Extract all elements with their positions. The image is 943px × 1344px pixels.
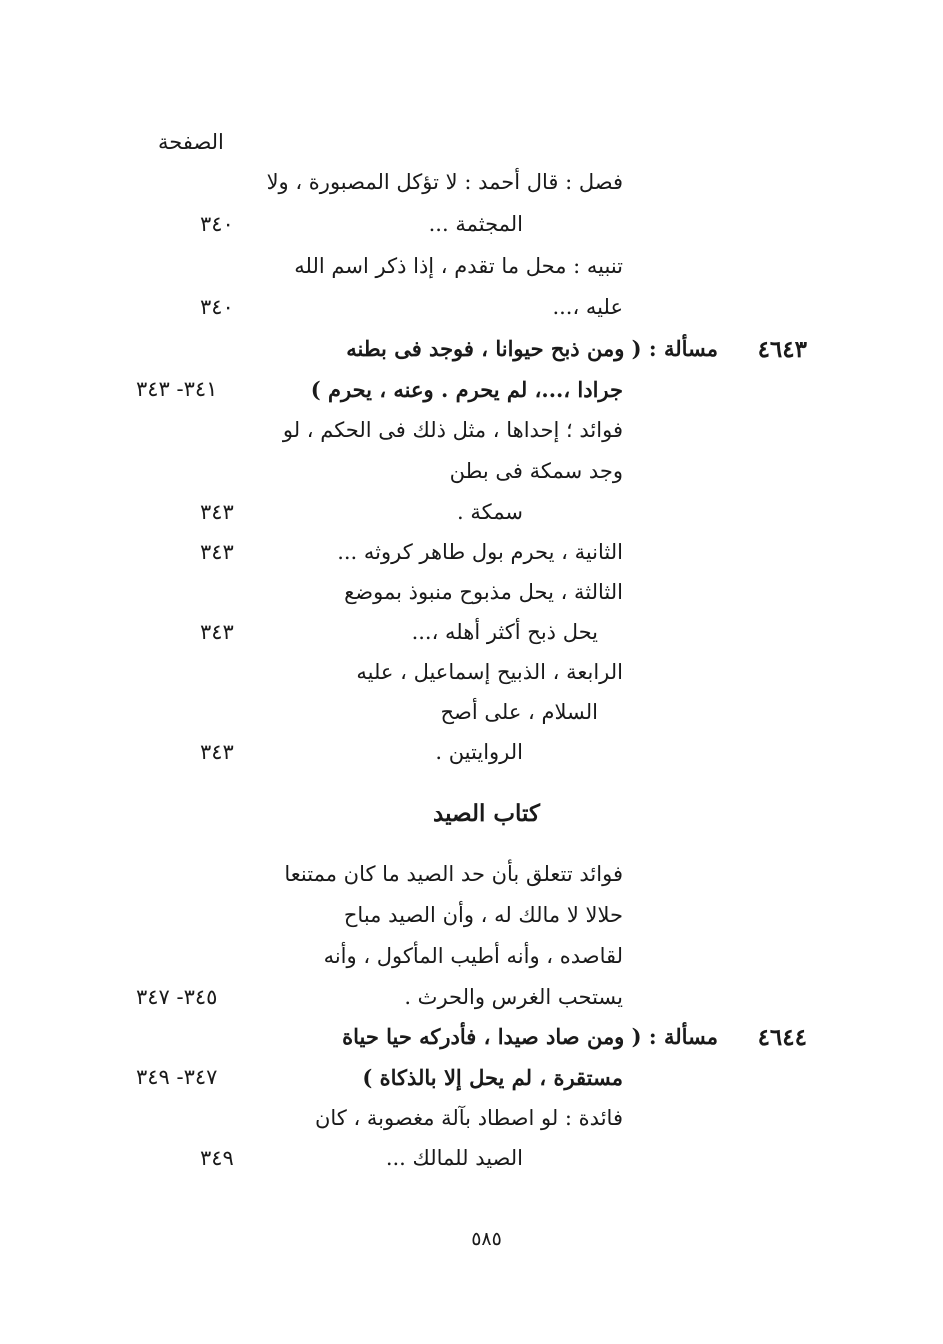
entry-text: وجد سمكة فى بطن (449, 459, 623, 483)
index-line (0, 459, 943, 499)
index-line (0, 944, 943, 984)
index-line (0, 862, 943, 902)
index-line (0, 1106, 943, 1146)
index-line (0, 500, 943, 540)
entry-text: عليه ،... (552, 295, 623, 319)
index-line (0, 1024, 943, 1064)
entry-text: تنبيه : محل ما تقدم ، إذا ذكر اسم الله (294, 254, 623, 278)
page-ref: ٣٤٥- ٣٤٧ (136, 985, 218, 1009)
entry-text: فوائد ؛ إحداها ، مثل ذلك فى الحكم ، لو (282, 418, 623, 442)
entry-text: الثانية ، يحرم بول طاهر كروثه ... (337, 540, 623, 564)
entry-text: فوائد تتعلق بأن حد الصيد ما كان ممتنعا (284, 862, 623, 886)
entry-text: المجثمة ... (428, 212, 523, 236)
entry-text: لقاصده ، وأنه أطيب المأكول ، وأنه (323, 944, 623, 968)
page-ref: ٣٤١- ٣٤٣ (136, 377, 218, 401)
page-ref: ٣٤٣ (200, 740, 234, 764)
entry-text: السلام ، على أصح (440, 700, 598, 724)
index-line (0, 660, 943, 700)
page-ref: ٣٤٧- ٣٤٩ (136, 1065, 218, 1089)
index-line (0, 985, 943, 1025)
page-ref: ٣٤٣ (200, 620, 234, 644)
entry-text: فائدة : لو اصطاد بآلة مغصوبة ، كان (314, 1106, 623, 1130)
index-line (0, 377, 943, 417)
entry-text: الثالثة ، يحل مذبوح منبوذ بموضع (344, 580, 623, 604)
index-line (0, 295, 943, 335)
entry-text: سمكة . (457, 500, 523, 524)
entry-text: فصل : قال أحمد : لا تؤكل المصبورة ، ولا (266, 170, 623, 194)
page-number: ٥٨٥ (471, 1228, 502, 1250)
index-line (0, 700, 943, 740)
index-line (0, 254, 943, 294)
index-line (0, 580, 943, 620)
index-line (0, 170, 943, 210)
entry-text: مسألة : ( ومن ذبح حيوانا ، فوجد فى بطنه (346, 336, 718, 361)
page-column-header: الصفحة (158, 130, 224, 154)
index-line (0, 740, 943, 780)
entry-text: الروايتين . (435, 740, 523, 764)
page-ref: ٣٤٠ (200, 295, 234, 319)
page-ref: ٣٤٩ (200, 1146, 234, 1170)
page-ref: ٣٤٠ (200, 212, 234, 236)
page-ref: ٣٤٣ (200, 500, 234, 524)
entry-text: يستحب الغرس والحرث . (404, 985, 623, 1009)
masala-number: ٤٦٤٤ (757, 1024, 807, 1051)
index-line (0, 903, 943, 943)
entry-text: يحل ذبح أكثر أهله ،... (411, 620, 598, 644)
entry-text: الرابعة ، الذبيح إسماعيل ، عليه (356, 660, 623, 684)
page-ref: ٣٤٣ (200, 540, 234, 564)
index-line (0, 620, 943, 660)
entry-text: الصيد للمالك ... (385, 1146, 523, 1170)
entry-text: مستقرة ، لم يحل إلا بالذكاة ) (362, 1065, 623, 1090)
index-line (0, 1065, 943, 1105)
entry-text: مسألة : ( ومن صاد صيدا ، فأدركه حيا حياة (342, 1024, 718, 1049)
entry-text: جرادا ،...، لم يحرم . وعنه ، يحرم ) (310, 377, 623, 402)
masala-number: ٤٦٤٣ (757, 336, 807, 363)
index-line (0, 418, 943, 458)
index-line (0, 1146, 943, 1186)
index-line (0, 336, 943, 376)
index-line (0, 540, 943, 580)
entry-text: حلالا لا مالك له ، وأن الصيد مباح (343, 903, 623, 927)
section-heading: كتاب الصيد (433, 800, 540, 827)
index-line (0, 212, 943, 252)
